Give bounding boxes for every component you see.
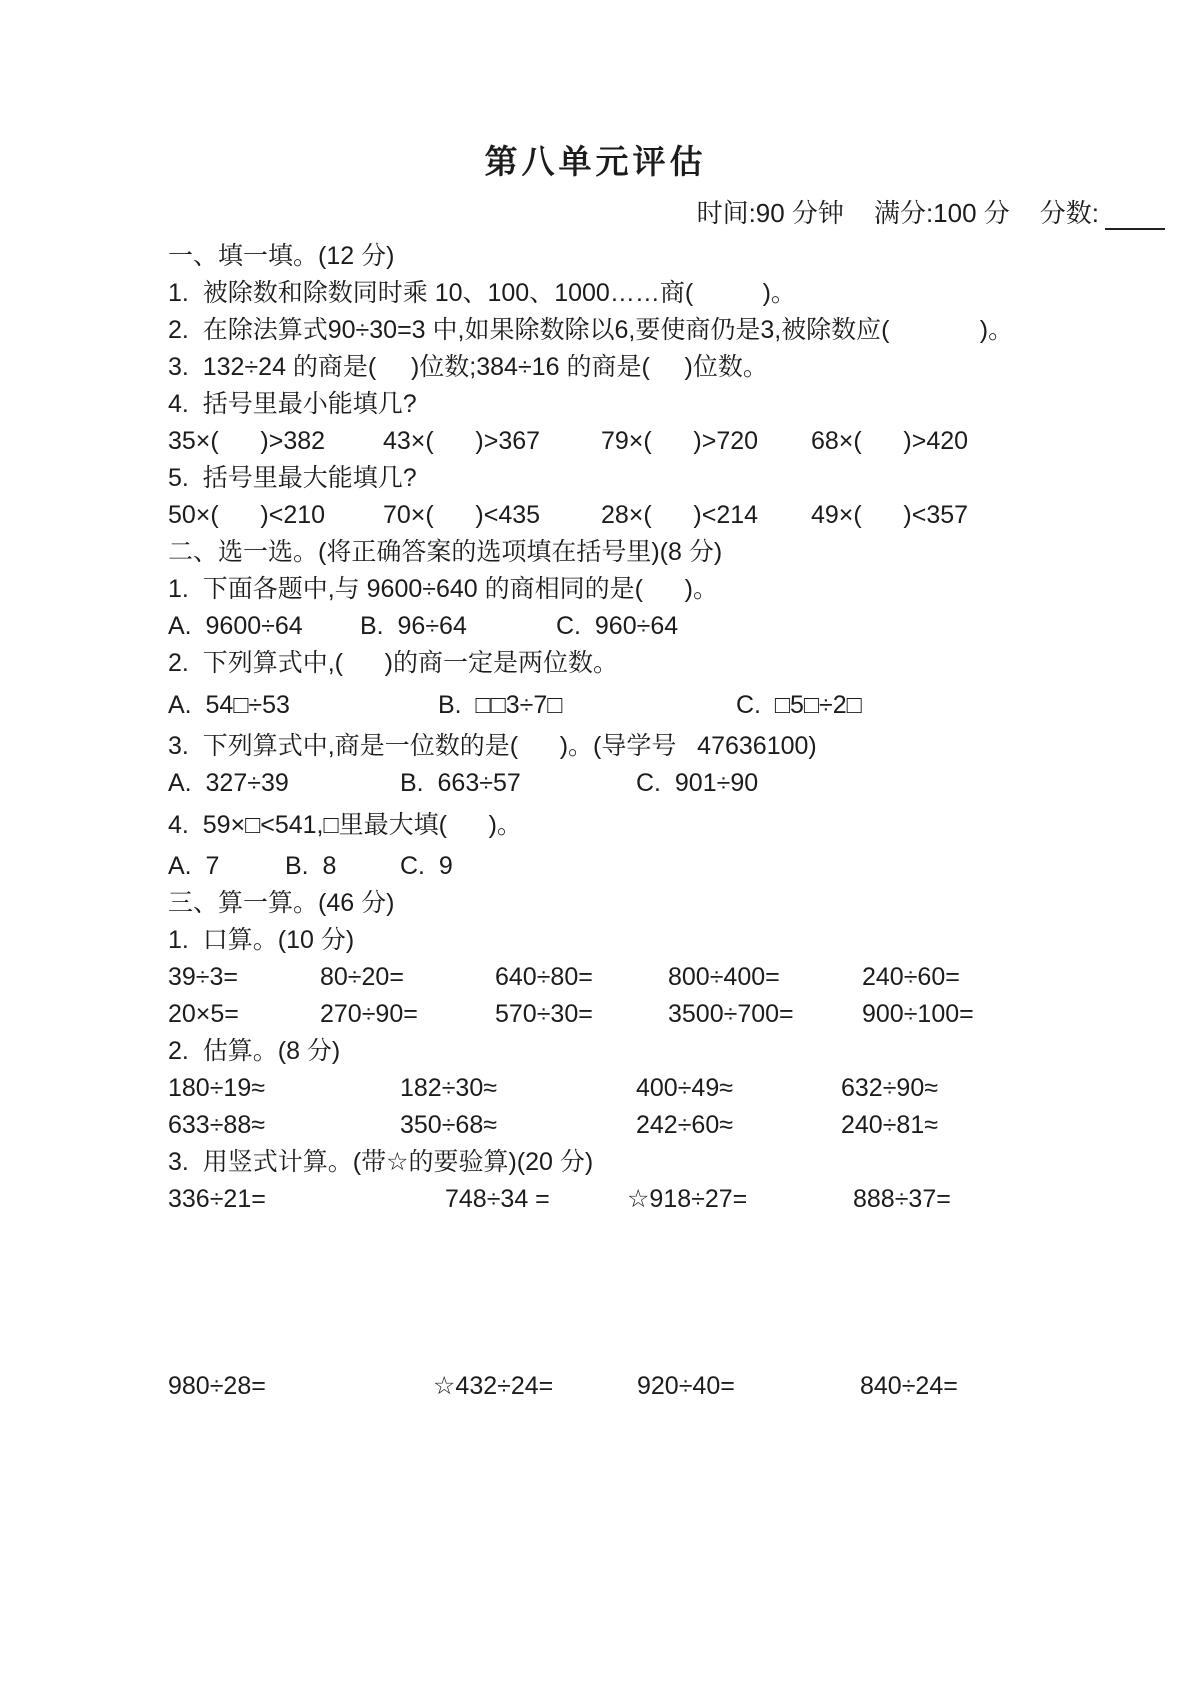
option-c: C. □5□÷2□ xyxy=(736,691,862,719)
choice-q2: 2. 下列算式中,( )的商一定是两位数。 xyxy=(168,649,619,677)
math-problem: 640÷80= xyxy=(495,963,593,991)
option-b: B. 663÷57 xyxy=(400,769,521,797)
math-problem: 80÷20= xyxy=(320,963,404,991)
fill-q4-items-row xyxy=(168,423,1023,460)
vertical-calc-row-1 xyxy=(168,1181,1023,1218)
vertical-calc-row-2 xyxy=(168,1368,1023,1405)
estimate-row-1 xyxy=(168,1070,1023,1107)
math-problem: 900÷100= xyxy=(862,1000,974,1028)
fill-q4: 4. 括号里最小能填几? xyxy=(168,390,417,418)
oral-calc-row-1 xyxy=(168,959,1023,996)
full-score-label: 满分:100 分 xyxy=(873,198,1010,228)
math-problem: 240÷81≈ xyxy=(841,1111,938,1139)
option-a: A. 9600÷64 xyxy=(168,612,303,640)
estimate-row-2 xyxy=(168,1107,1023,1144)
math-blank-item: 68×( )>420 xyxy=(811,427,969,455)
math-problem: 240÷60= xyxy=(862,963,960,991)
math-problem: 400÷49≈ xyxy=(636,1074,733,1102)
vertical-calc-label: 3. 用竖式计算。(带☆的要验算)(20 分) xyxy=(168,1148,594,1176)
math-problem: 920÷40= xyxy=(637,1372,735,1400)
score-blank-line xyxy=(1105,200,1165,230)
choice-q1: 1. 下面各题中,与 9600÷640 的商相同的是( )。 xyxy=(168,575,718,603)
section3-heading: 三、算一算。(46 分) xyxy=(168,889,395,917)
math-problem: 840÷24= xyxy=(860,1372,958,1400)
math-problem: 980÷28= xyxy=(168,1372,266,1400)
option-b: B. 96÷64 xyxy=(360,612,467,640)
math-blank-item: 35×( )>382 xyxy=(168,427,326,455)
choice-q1-options-row xyxy=(168,608,1023,645)
estimate-label: 2. 估算。(8 分) xyxy=(168,1037,341,1065)
choice-q3-options-row xyxy=(168,765,1023,802)
option-a: A. 327÷39 xyxy=(168,769,289,797)
time-label: 时间:90 分钟 xyxy=(696,198,844,228)
option-b: B. □□3÷7□ xyxy=(438,691,563,719)
choice-q4: 4. 59×□<541,□里最大填( )。 xyxy=(168,811,522,839)
math-problem: 800÷400= xyxy=(668,963,780,991)
section2-heading: 二、选一选。(将正确答案的选项填在括号里)(8 分) xyxy=(168,538,723,566)
math-problem: 888÷37= xyxy=(853,1185,951,1213)
math-blank-item: 70×( )<435 xyxy=(383,501,541,529)
choice-q3: 3. 下列算式中,商是一位数的是( )。(导学号 47636100) xyxy=(168,732,817,760)
choice-q4-options-row xyxy=(168,848,1023,885)
worksheet-body xyxy=(168,238,1023,1405)
math-problem: 350÷68≈ xyxy=(400,1111,497,1139)
math-blank-item: 50×( )<210 xyxy=(168,501,326,529)
math-problem: 748÷34 = xyxy=(445,1185,550,1213)
fill-q5-items-row xyxy=(168,497,1023,534)
oral-calc-label: 1. 口算。(10 分) xyxy=(168,926,355,954)
math-blank-item: 49×( )<357 xyxy=(811,501,969,529)
option-c: C. 9 xyxy=(400,852,453,880)
math-problem: 270÷90= xyxy=(320,1000,418,1028)
work-space-blank xyxy=(168,1218,1023,1368)
option-a: A. 54□÷53 xyxy=(168,691,290,719)
math-problem: 633÷88≈ xyxy=(168,1111,265,1139)
choice-q2-options-row xyxy=(168,682,1023,728)
score-label: 分数: xyxy=(1039,198,1099,228)
page-title: 第八单元评估 xyxy=(484,143,707,180)
math-problem-starred: ☆432÷24= xyxy=(433,1372,554,1400)
oral-calc-row-2 xyxy=(168,996,1023,1033)
option-c: C. 901÷90 xyxy=(636,769,759,797)
math-problem: 570÷30= xyxy=(495,1000,593,1028)
fill-q2: 2. 在除法算式90÷30=3 中,如果除数除以6,要使商仍是3,被除数应( )。 xyxy=(168,316,1014,344)
math-problem: 336÷21= xyxy=(168,1185,266,1213)
math-problem: 632÷90≈ xyxy=(841,1074,938,1102)
math-problem: 20×5= xyxy=(168,1000,239,1028)
math-problem-starred: ☆918÷27= xyxy=(627,1185,748,1213)
option-a: A. 7 xyxy=(168,852,220,880)
fill-q3: 3. 132÷24 的商是( )位数;384÷16 的商是( )位数。 xyxy=(168,353,768,381)
math-problem: 3500÷700= xyxy=(668,1000,794,1028)
math-problem: 182÷30≈ xyxy=(400,1074,497,1102)
fill-q5: 5. 括号里最大能填几? xyxy=(168,464,417,492)
math-blank-item: 79×( )>720 xyxy=(601,427,759,455)
section1-heading: 一、填一填。(12 分) xyxy=(168,242,395,270)
exam-meta xyxy=(697,196,1165,230)
math-problem: 242÷60≈ xyxy=(636,1111,733,1139)
option-c: C. 960÷64 xyxy=(556,612,679,640)
math-problem: 39÷3= xyxy=(168,963,239,991)
math-blank-item: 43×( )>367 xyxy=(383,427,541,455)
fill-q1: 1. 被除数和除数同时乘 10、100、1000……商( )。 xyxy=(168,279,796,307)
option-b: B. 8 xyxy=(285,852,337,880)
math-problem: 180÷19≈ xyxy=(168,1074,265,1102)
math-blank-item: 28×( )<214 xyxy=(601,501,759,529)
